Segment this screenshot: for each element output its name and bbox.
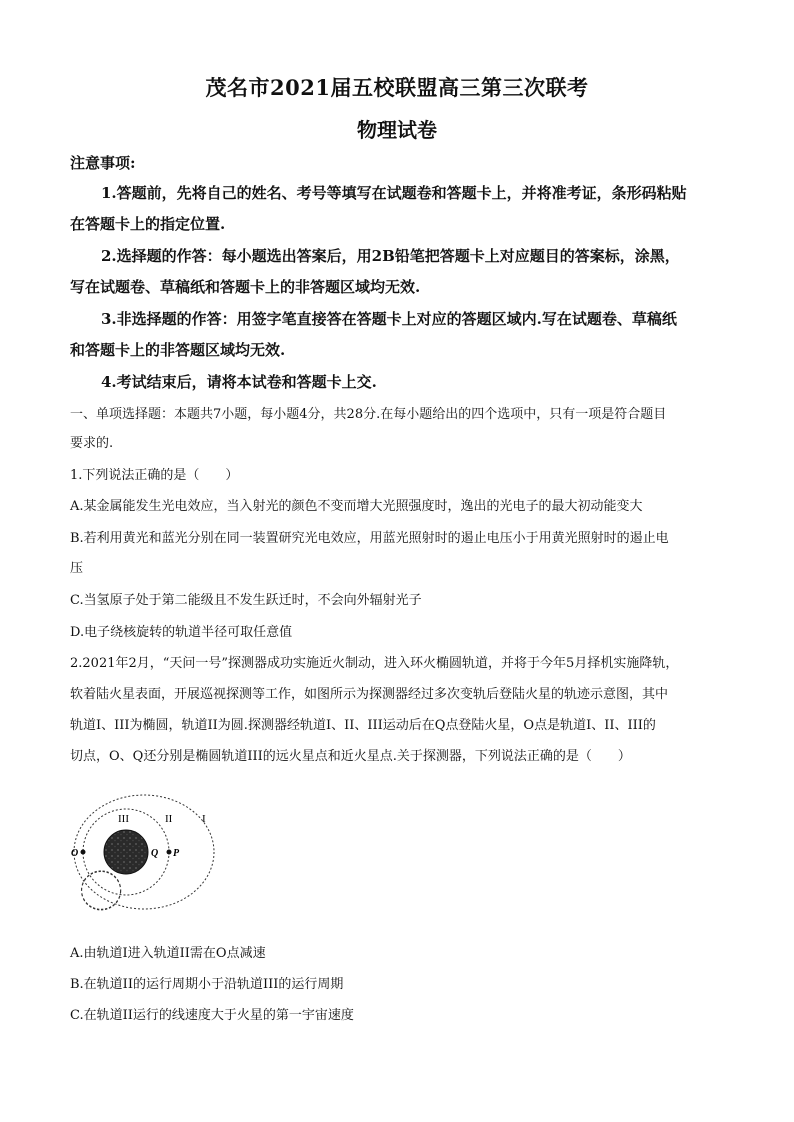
page-subtitle: 物理试卷 — [357, 118, 437, 142]
label-point-o: O — [71, 848, 79, 859]
q1-stem: 1.下列说法正确的是（ ） — [70, 468, 239, 483]
q2-stem-line-2: 软着陆火星表面，开展巡视探测等工作，如图所示为探测器经过多次变轨后登陆火星的轨迹示意图，其中 — [70, 687, 669, 702]
label-point-q: Q — [151, 848, 159, 859]
notice-item-2-line-1: 2.选择题的作答：每小题选出答案后，用2B铅笔把答题卡上对应题目的答案标，涂黑， — [101, 247, 680, 265]
q1-option-a: A.某金属能发生光电效应，当入射光的颜色不变而增大光照强度时，逸出的光电子的最大初动能变大 — [70, 499, 643, 514]
notice-item-3-line-2: 和答题卡上的非答题区域均无效. — [70, 341, 286, 359]
q2-option-c: C.在轨道II运行的线速度大于火星的第一宇宙速度 — [70, 1008, 354, 1023]
q1-option-b-line-1: B.若利用黄光和蓝光分别在同一装置研究光电效应，用蓝光照射时的遏止电压小于用黄光照射时的遏止电 — [70, 531, 669, 546]
label-orbit-ii: II — [165, 813, 173, 825]
notice-item-1-line-1: 1.答题前，先将自己的姓名、考号等填写在试题卷和答题卡上，并将准考证，条形码粘贴 — [101, 184, 687, 202]
q1-option-d: D.电子绕核旋转的轨道半径可取任意值 — [70, 625, 293, 640]
label-point-p: P — [173, 848, 180, 859]
page-title: 茂名市2021届五校联盟高三第三次联考 — [205, 75, 589, 100]
q1-option-b-line-2: 压 — [70, 561, 84, 576]
point-p-dot — [167, 850, 172, 855]
orbit-diagram — [68, 788, 216, 920]
notice-heading: 注意事项: — [70, 154, 136, 172]
q2-stem-line-1: 2.2021年2月，“天问一号”探测器成功实施近火制动，进入环火椭圆轨道，并将于今年5月择机实施降轨， — [70, 656, 679, 671]
q2-option-b: B.在轨道II的运行周期小于沿轨道III的运行周期 — [70, 977, 344, 992]
q1-option-c: C.当氢原子处于第二能级且不发生跃迁时，不会向外辐射光子 — [70, 593, 422, 608]
section-heading-line-1: 一、单项选择题：本题共7小题，每小题4分，共28分.在每小题给出的四个选项中，只有一项是符合题目 — [70, 407, 667, 422]
q2-stem-line-3: 轨道I、III为椭圆，轨道II为圆.探测器经轨道I、II、III运动后在Q点登陆火星，O点是轨道I、II、III的 — [70, 718, 656, 733]
notice-item-2-line-2: 写在试题卷、草稿纸和答题卡上的非答题区域均无效. — [70, 278, 421, 296]
point-o-dot — [81, 850, 86, 855]
notice-item-4: 4.考试结束后，请将本试卷和答题卡上交. — [101, 373, 377, 391]
section-heading-line-2: 要求的. — [70, 436, 114, 451]
label-orbit-iii: III — [118, 813, 129, 825]
q2-stem-line-4: 切点，O、Q还分别是椭圆轨道III的远火星点和近火星点.关于探测器，下列说法正确的是（ ） — [70, 749, 631, 764]
notice-item-3-line-1: 3.非选择题的作答：用签字笔直接答在答题卡上对应的答题区域内.写在试题卷、草稿纸 — [101, 310, 677, 328]
notice-item-1-line-2: 在答题卡上的指定位置. — [70, 215, 226, 233]
q2-option-a: A.由轨道I进入轨道II需在O点减速 — [70, 946, 266, 961]
mars-planet — [104, 830, 148, 874]
label-orbit-i: I — [202, 813, 206, 825]
